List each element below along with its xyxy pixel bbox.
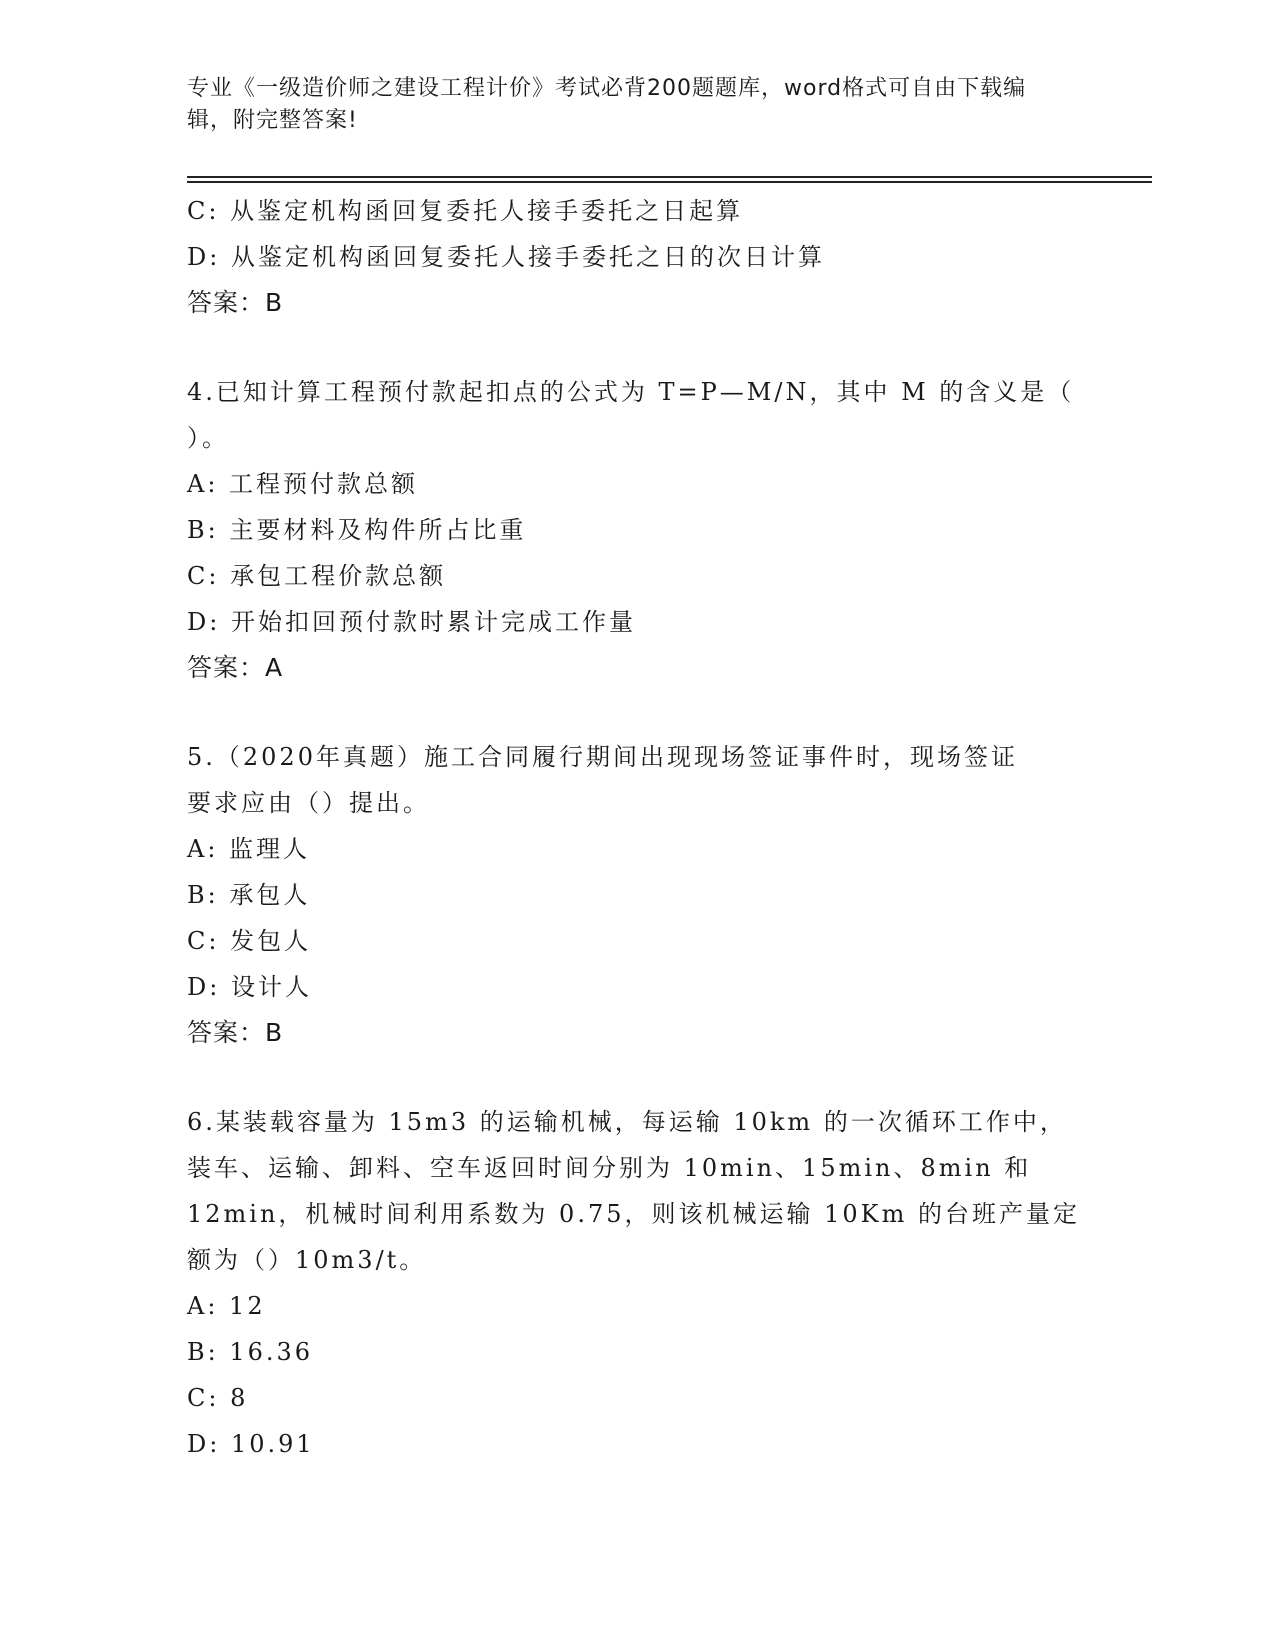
option-d: D: 10.91 bbox=[187, 1430, 315, 1458]
question-stem: 5.（2020年真题）施工合同履行期间出现现场签证事件时，现场签证 bbox=[187, 743, 1018, 771]
option-c: C: 承包工程价款总额 bbox=[187, 562, 447, 590]
document-header: 专业《一级造价师之建设工程计价》考试必背200题题库，word格式可自由下载编辑，附完整答案! bbox=[187, 76, 1027, 133]
option-b: B: 主要材料及构件所占比重 bbox=[187, 516, 527, 544]
option-c: C: 8 bbox=[187, 1384, 249, 1412]
question-stem: 12min，机械时间利用系数为 0.75，则该机械运输 10Km 的台班产量定 bbox=[187, 1200, 1080, 1228]
option-d: D: 设计人 bbox=[187, 973, 312, 1001]
question-stem: 装车、运输、卸料、空车返回时间分别为 10min、15min、8min 和 bbox=[187, 1154, 1032, 1182]
question-stem: 4.已知计算工程预付款起扣点的公式为 T=P—M/N，其中 M 的含义是（ bbox=[187, 378, 1075, 406]
question-stem: 额为（）10m3/t。 bbox=[187, 1246, 427, 1274]
option-b: B: 16.36 bbox=[187, 1338, 314, 1366]
answer-label: 答案：A bbox=[187, 653, 284, 682]
spacer bbox=[187, 691, 1067, 734]
option-a: A: 工程预付款总额 bbox=[187, 470, 419, 498]
question-stem: 要求应由（）提出。 bbox=[187, 789, 430, 817]
spacer bbox=[187, 1056, 1067, 1099]
option-c: C: 发包人 bbox=[187, 927, 312, 955]
option-a: A: 监理人 bbox=[187, 835, 311, 863]
spacer bbox=[187, 326, 1067, 369]
answer-label: 答案：B bbox=[187, 288, 284, 317]
header-divider-bottom bbox=[187, 181, 1152, 183]
answer-label: 答案：B bbox=[187, 1018, 284, 1047]
option-a: A: 12 bbox=[187, 1292, 266, 1320]
option-b: B: 承包人 bbox=[187, 881, 311, 909]
question-stem: ）。 bbox=[187, 424, 229, 452]
question-3-tail bbox=[187, 188, 1067, 326]
question-stem: 6.某装载容量为 15m3 的运输机械，每运输 10km 的一次循环工作中， bbox=[187, 1108, 1067, 1136]
option-c: C: 从鉴定机构函回复委托人接手委托之日起算 bbox=[187, 197, 744, 225]
option-d: D: 从鉴定机构函回复委托人接手委托之日的次日计算 bbox=[187, 243, 825, 271]
question-list bbox=[187, 188, 1080, 1467]
question-6 bbox=[187, 1099, 1080, 1467]
header-divider-top bbox=[187, 176, 1152, 178]
option-d: D: 开始扣回预付款时累计完成工作量 bbox=[187, 608, 636, 636]
question-4 bbox=[187, 369, 1075, 691]
question-5 bbox=[187, 734, 1067, 1056]
